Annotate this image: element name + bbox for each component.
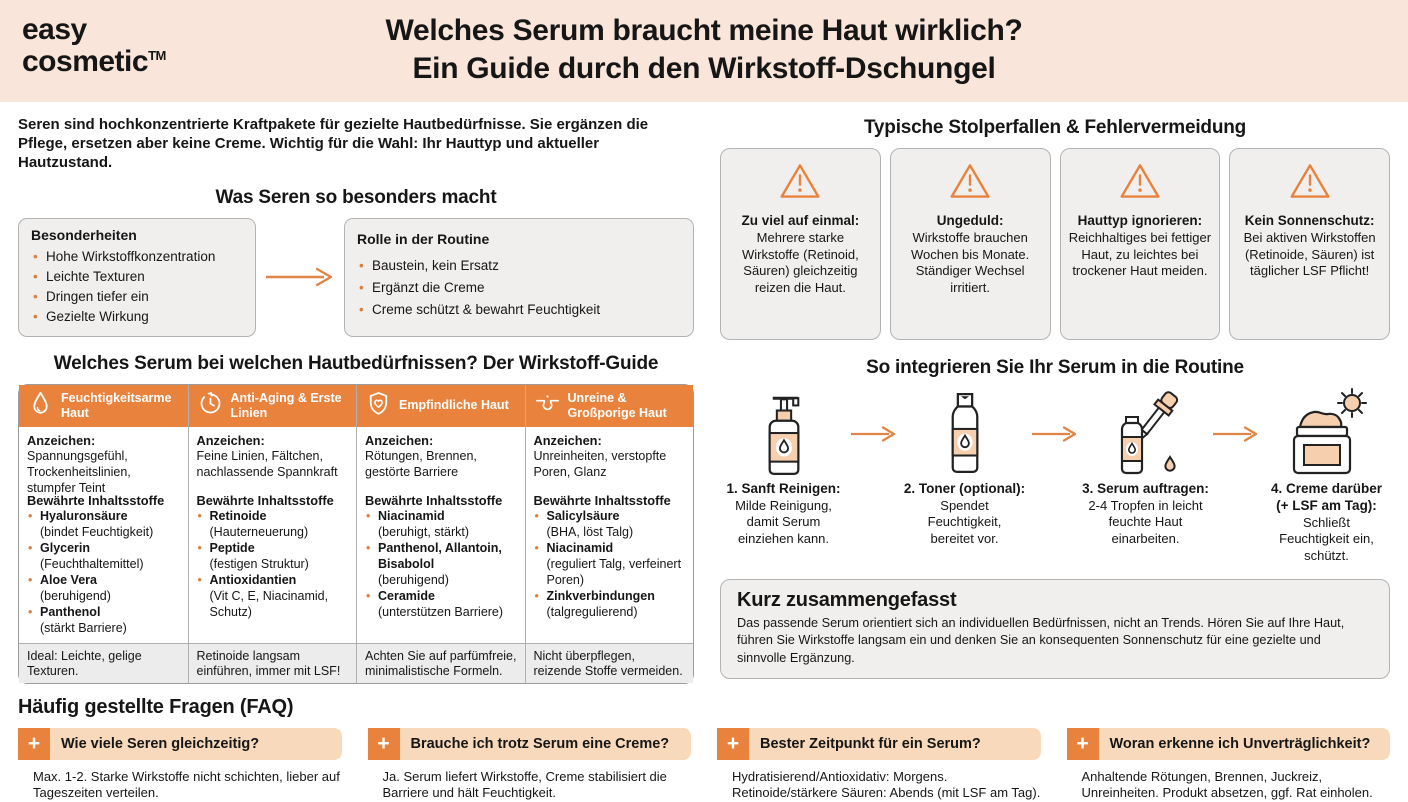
routine-section-title: So integrieren Sie Ihr Serum in die Routine [866, 357, 1244, 378]
guide-column-title: Feuchtigkeitsarme Haut [61, 391, 172, 420]
clock-icon [197, 390, 224, 420]
routine-step-text: Milde Reinigung, damit Serum einziehen kann. [735, 497, 832, 546]
guide-column-header [189, 385, 357, 427]
pitfall-card [720, 148, 881, 340]
pitfall-cards [720, 148, 1390, 340]
ingredient-item: • Panthenol (stärkt Barriere) [27, 605, 180, 637]
toner-bottle-icon [901, 383, 1028, 481]
anzeichen-label: Anzeichen: [196, 432, 265, 448]
plus-icon[interactable]: + [18, 728, 50, 760]
summary-title: Kurz zusammengefasst [737, 589, 957, 612]
list-item: • Hohe Wirkstoffkonzentration [31, 247, 243, 267]
ingredients-label: Bewährte Inhaltsstoffe [27, 492, 165, 508]
basics-boxes [18, 218, 694, 337]
guide-column-title: Unreine & Großporige Haut [567, 391, 667, 420]
ingredients-label: Bewährte Inhaltsstoffe [533, 492, 671, 508]
faq-question: Wie viele Seren gleichzeitig? [61, 735, 260, 752]
faq-item [1067, 728, 1391, 802]
anzeichen-text: Unreinheiten, verstopfte Poren, Glanz [533, 449, 667, 480]
guide-section-title: Welches Serum bei welchen Hautbedürfnissen? Der Wirkstoff-Guide [53, 352, 659, 374]
right-arrow-icon [847, 425, 901, 443]
plus-icon[interactable]: + [368, 728, 400, 760]
routine-steps [720, 383, 1390, 564]
right-arrow-icon [256, 218, 344, 337]
routine-step-1 [720, 383, 847, 547]
faq-question-bar[interactable] [368, 728, 692, 760]
faq-item [717, 728, 1041, 802]
pitfall-card [890, 148, 1051, 340]
list-item: • Ergänzt die Creme [357, 277, 681, 299]
besonderheiten-box [18, 218, 256, 337]
routine-step-2 [901, 383, 1028, 547]
list-item: • Creme schützt & bewahrt Feuchtigkeit [357, 299, 681, 321]
guide-column-footer: Ideal: Leichte, gelige Texturen. [19, 643, 188, 683]
intro-paragraph: Seren sind hochkonzentrierte Kraftpakete für gezielte Hautbedürfnisse. Sie ergänzen die Pflege, ersetzen aber keine Creme. Wichtig für die Wahl: Ihr Hauttyp und aktueller Hautzustand. [18, 116, 649, 172]
trademark-symbol: TM [148, 47, 166, 63]
plus-icon[interactable]: + [1067, 728, 1099, 760]
ingredient-item: • Niacinamid (reguliert Talg, verfeinert Poren) [534, 541, 686, 589]
list-item: • Leichte Texturen [31, 267, 243, 287]
summary-box [720, 579, 1390, 678]
pitfall-title: Zu viel auf einmal: [741, 213, 860, 228]
faq-question: Woran erkenne ich Unverträglichkeit? [1109, 735, 1371, 752]
guide-column-footer: Achten Sie auf parfümfreie, minimalistische Formeln. [357, 643, 525, 683]
routine-step-title: 4. Creme darüber (+ LSF am Tag): [1270, 481, 1383, 513]
pitfall-title: Kein Sonnenschutz: [1244, 213, 1375, 228]
routine-step-text: Schließt Feuchtigkeit ein, schützt. [1279, 514, 1374, 563]
pitfall-text: Bei aktiven Wirkstoffen (Retinoide, Säuren) ist täglicher LSF Pflicht! [1243, 230, 1376, 279]
ingredient-item: • Antioxidantien (Vit C, E, Niacinamid, Schutz) [197, 573, 349, 621]
droplet-icon [27, 390, 54, 420]
routine-step-title: 3. Serum auftragen: [1082, 481, 1209, 496]
guide-column-feuchtigkeitsarme-haut [19, 385, 188, 683]
anzeichen-text: Feine Linien, Fältchen, nachlassende Spannkraft [196, 449, 338, 480]
faq-answer: Ja. Serum liefert Wirkstoffe, Creme stabilisiert die Barriere und hält Feuchtigkeit. [382, 768, 667, 801]
routine-step-title: 2. Toner (optional): [903, 481, 1026, 496]
pitfall-text: Mehrere starke Wirkstoffe (Retinoid, Säuren) gleichzeitig reizen die Haut. [741, 230, 859, 295]
anzeichen-label: Anzeichen: [533, 432, 602, 448]
warning-triangle-icon [778, 188, 822, 205]
guide-column-anti-aging [188, 385, 357, 683]
pitfall-text: Wirkstoffe brauchen Wochen bis Monate. Ständiger Wechsel irritiert. [910, 230, 1030, 295]
faq-section [0, 684, 1408, 802]
pitfall-title: Hauttyp ignorieren: [1077, 213, 1203, 228]
faq-answer: Hydratisierend/Antioxidativ: Morgens. Retinoide/stärkere Säuren: Abends (mit LSF am Tag). [732, 768, 1041, 801]
routine-step-4 [1263, 383, 1390, 564]
anzeichen-label: Anzeichen: [365, 432, 434, 448]
page-title [0, 12, 1408, 87]
summary-text: Das passende Serum orientiert sich an individuellen Bedürfnissen, nicht an Trends. Hören Sie auf Ihre Haut, führen Sie Wirkstoffe langsam ein und denken Sie an konsequenten Sonnenschutz für eine gezielte und sinnvolle Ergänzung. [737, 616, 1345, 665]
ingredient-item: • Aloe Vera (beruhigend) [27, 573, 180, 605]
header-banner [0, 0, 1408, 102]
page-title-line1: Welches Serum braucht meine Haut wirklich? [385, 14, 1023, 47]
pump-bottle-icon [720, 383, 847, 481]
plus-icon[interactable]: + [717, 728, 749, 760]
anzeichen-text: Rötungen, Brennen, gestörte Barriere [365, 449, 477, 480]
warning-triangle-icon [948, 188, 992, 205]
pitfall-text: Reichhaltiges bei fettiger Haut, zu leichtes bei trockener Haut meiden. [1068, 230, 1212, 279]
guide-column-header [357, 385, 525, 427]
besonderheiten-title: Besonderheiten [31, 226, 137, 243]
ingredient-item: • Ceramide (unterstützen Barriere) [365, 589, 517, 621]
pitfall-card [1229, 148, 1390, 340]
guide-column-footer: Retinoide langsam einführen, immer mit LSF! [189, 643, 357, 683]
page-title-line2: Ein Guide durch den Wirkstoff-Dschungel [412, 51, 996, 85]
logo-word-2: cosmetic [22, 44, 149, 78]
faq-section-title: Häufig gestellte Fragen (FAQ) [18, 695, 294, 718]
ingredients-label: Bewährte Inhaltsstoffe [196, 492, 334, 508]
right-arrow-icon [1209, 425, 1263, 443]
ingredient-item: • Peptide (festigen Struktur) [197, 541, 349, 573]
routine-role-box [344, 218, 694, 337]
guide-column-header [19, 385, 188, 427]
pitfalls-section-title: Typische Stolperfallen & Fehlervermeidung [863, 117, 1247, 138]
faq-question: Brauche ich trotz Serum eine Creme? [410, 735, 670, 752]
faq-question-bar[interactable] [18, 728, 342, 760]
cream-jar-sun-icon [1263, 383, 1390, 481]
list-item: • Dringen tiefer ein [31, 287, 243, 307]
routine-step-text: 2-4 Tropfen in leicht feuchte Haut einarbeiten. [1088, 497, 1203, 546]
basics-section-title: Was Seren so besonders macht [215, 186, 497, 208]
anzeichen-text: Spannungsgefühl, Trockenheitslinien, stumpfer Teint [27, 449, 131, 496]
routine-role-title: Rolle in der Routine [357, 230, 490, 247]
serum-dropper-icon [1082, 383, 1209, 481]
ingredient-item: • Salicylsäure (BHA, löst Talg) [534, 509, 686, 541]
guide-column-header [526, 385, 694, 427]
guide-column-title: Empfindliche Haut [399, 398, 509, 413]
faq-question: Bester Zeitpunkt für ein Serum? [760, 735, 981, 752]
faq-question-bar[interactable] [1067, 728, 1391, 760]
routine-step-3 [1082, 383, 1209, 547]
wirkstoff-guide-table [18, 384, 694, 684]
faq-item [18, 728, 342, 802]
list-item: • Baustein, kein Ersatz [357, 255, 681, 277]
faq-item [368, 728, 692, 802]
pore-icon [534, 390, 561, 420]
guide-column-title: Anti-Aging & Erste Linien [230, 391, 342, 420]
shield-heart-icon [365, 390, 392, 420]
list-item: • Gezielte Wirkung [31, 307, 243, 327]
faq-answer: Max. 1-2. Starke Wirkstoffe nicht schichten, lieber auf Tageszeiten verteilen. [33, 768, 340, 801]
guide-column-empfindliche-haut [356, 385, 525, 683]
anzeichen-label: Anzeichen: [27, 432, 96, 448]
ingredients-label: Bewährte Inhaltsstoffe [365, 492, 503, 508]
guide-column-footer: Nicht überpflegen, reizende Stoffe vermeiden. [526, 643, 694, 683]
faq-answer: Anhaltende Rötungen, Brennen, Juckreiz, Unreinheiten. Produkt absetzen, ggf. Rat einholen. [1081, 768, 1373, 801]
ingredient-item: • Glycerin (Feuchthaltemittel) [27, 541, 180, 573]
faq-question-bar[interactable] [717, 728, 1041, 760]
ingredient-item: • Niacinamid (beruhigt, stärkt) [365, 509, 517, 541]
pitfall-card [1060, 148, 1221, 340]
warning-triangle-icon [1288, 188, 1332, 205]
logo-word-1: easy [22, 13, 87, 46]
routine-step-text: Spendet Feuchtigkeit, bereitet vor. [927, 497, 1002, 546]
ingredient-item: • Zinkverbindungen (talgregulierend) [534, 589, 686, 621]
ingredient-item: • Retinoide (Hauterneuerung) [197, 509, 349, 541]
warning-triangle-icon [1118, 188, 1162, 205]
guide-column-unreine-haut [525, 385, 694, 683]
ingredient-item: • Panthenol, Allantoin, Bisabolol (beruhigend) [365, 541, 517, 589]
routine-step-title: 1. Sanft Reinigen: [726, 481, 841, 496]
pitfall-title: Ungeduld: [936, 213, 1004, 228]
right-arrow-icon [1028, 425, 1082, 443]
ingredient-item: • Hyaluronsäure (bindet Feuchtigkeit) [27, 509, 180, 541]
